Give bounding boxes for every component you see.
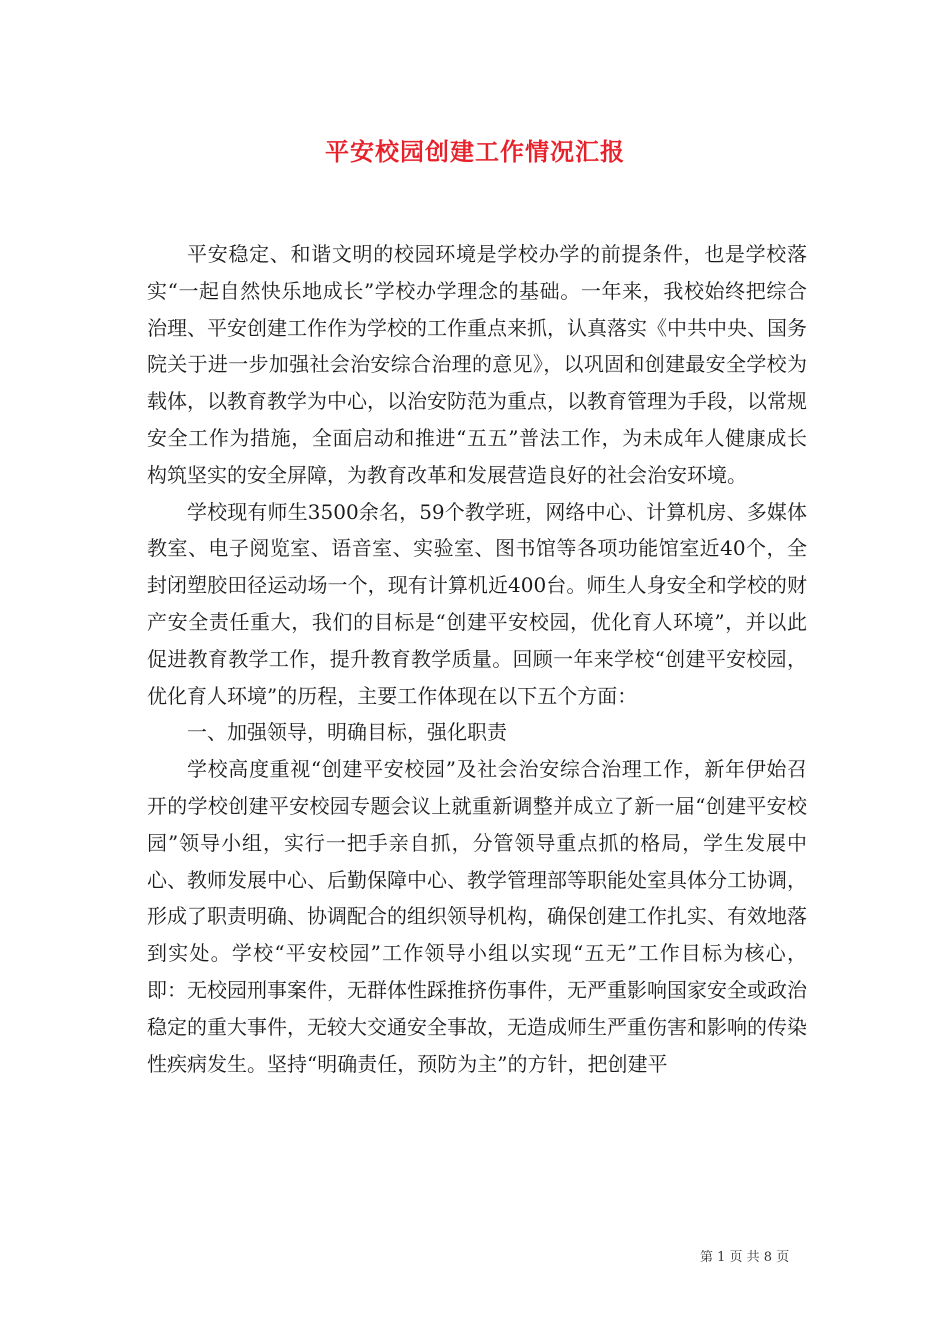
- paragraph: 平安稳定、和谐文明的校园环境是学校办学的前提条件，也是学校落实“一起自然快乐地成长”学校办学理念的基础。一年来，我校始终把综合治理、平安创建工作作为学校的工作重点来抓，认真落实《中共中央、国务院关于进一步加强社会治安综合治理的意见》，以巩固和创建最安全学校为载体，以教育教学为中心，以治安防范为重点，以教育管理为手段，以常规安全工作为措施，全面启动和推进“五五”普法工作，为未成年人健康成长构筑坚实的安全屏障，为教育改革和发展营造良好的社会治安环境。: [147, 242, 807, 487]
- document-title: 平安校园创建工作情况汇报: [325, 137, 625, 166]
- document-body: [147, 236, 807, 1082]
- paragraph: 学校现有师生3500余名，59个教学班，网络中心、计算机房、多媒体教室、电子阅览室、语音室、实验室、图书馆等各项功能馆室近40个，全封闭塑胶田径运动场一个，现有计算机近400台。师生人身安全和学校的财产安全责任重大，我们的目标是“创建平安校园，优化育人环境”，并以此促进教育教学工作，提升教育教学质量。回顾一年来学校“创建平安校园，优化育人环境”的历程，主要工作体现在以下五个方面：: [147, 499, 807, 708]
- page-number: 第 1 页 共 8 页: [700, 1250, 790, 1265]
- paragraph: 学校高度重视“创建平安校园”及社会治安综合治理工作，新年伊始召开的学校创建平安校园专题会议上就重新调整并成立了新一届“创建平安校园”领导小组，实行一把手亲自抓，分管领导重点抓的格局，学生发展中心、教师发展中心、后勤保障中心、教学管理部等职能处室具体分工协调，形成了职责明确、协调配合的组织领导机构，确保创建工作扎实、有效地落到实处。学校“平安校园”工作领导小组以实现“五无”工作目标为核心，即：无校园刑事案件，无群体性踩推挤伤事件，无严重影响国家安全或政治稳定的重大事件，无较大交通安全事故，无造成师生严重伤害和影响的传染性疾病发生。坚持“明确责任，预防为主”的方针，把创建平: [147, 757, 807, 1076]
- section-heading: 一、加强领导，明确目标，强化职责: [187, 720, 507, 745]
